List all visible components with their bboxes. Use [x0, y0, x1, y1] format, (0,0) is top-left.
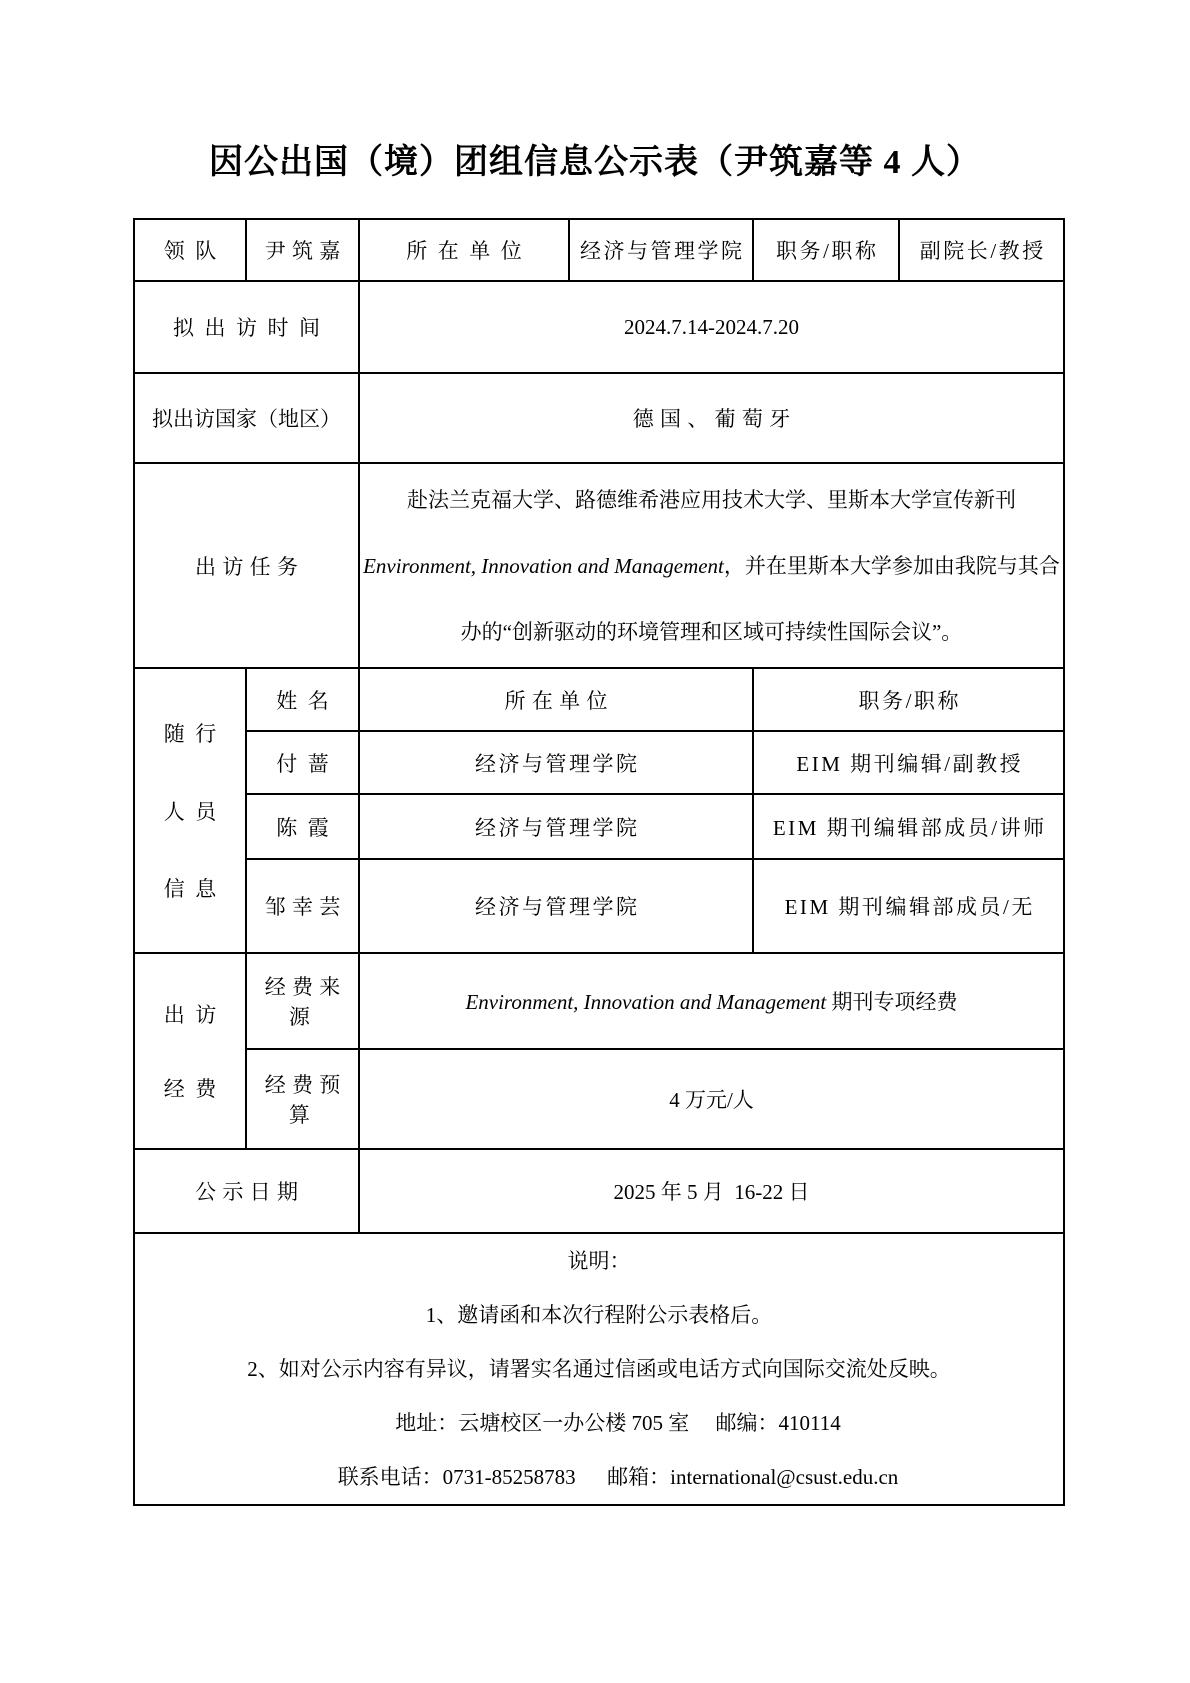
member-position: EIM 期刊编辑部成员/无 — [753, 859, 1064, 953]
member-position: EIM 期刊编辑部成员/讲师 — [753, 794, 1064, 859]
escort-section-label — [134, 668, 246, 953]
publicity-date-value: 2025 年 5 月 16-22 日 — [359, 1149, 1064, 1233]
funding-source-label: 经费来源 — [246, 953, 359, 1049]
funding-budget-row — [134, 1049, 1064, 1149]
notes-address-line: 地址：云塘校区一办公楼 705 室 邮编：410114 — [395, 1411, 841, 1435]
time-row — [134, 281, 1064, 373]
funding-label-stack — [135, 955, 245, 1147]
page-title: 因公出国（境）团组信息公示表（尹筑嘉等 4 人） — [209, 144, 981, 181]
country-value: 德国、葡萄牙 — [359, 373, 1064, 463]
leader-row — [134, 219, 1064, 281]
escort-member-row — [134, 731, 1064, 794]
notes-heading: 说明： — [567, 1249, 631, 1273]
leader-unit-value: 经济与管理学院 — [569, 219, 753, 281]
member-unit: 经济与管理学院 — [359, 731, 753, 794]
funding-source-value — [359, 953, 1064, 1049]
escort-label-stack — [135, 670, 245, 951]
escort-label-line: 信息 — [163, 877, 227, 902]
mission-label: 出访任务 — [134, 463, 359, 668]
member-position: EIM 期刊编辑/副教授 — [753, 731, 1064, 794]
mission-journal-title: Environment, Innovation and Management — [363, 553, 724, 578]
funding-budget-label: 经费预算 — [246, 1049, 359, 1149]
mission-row — [134, 463, 1064, 668]
mission-text-after: ，并在里斯本大学参加由我院与其合办的“创新驱动的环境管理和区域可持续性国际会议”。 — [460, 553, 1060, 644]
notes-item-1: 1、邀请函和本次行程附公示表格后。 — [425, 1303, 773, 1327]
leader-position-value: 副院长/教授 — [899, 219, 1064, 281]
escort-label-line: 人员 — [163, 799, 227, 824]
funding-source-rest: 期刊专项经费 — [826, 990, 958, 1014]
member-unit: 经济与管理学院 — [359, 859, 753, 953]
publicity-date-label: 公示日期 — [134, 1149, 359, 1233]
member-name: 陈霞 — [246, 794, 359, 859]
member-name: 邹幸芸 — [246, 859, 359, 953]
funding-source-row — [134, 953, 1064, 1049]
leader-name: 尹筑嘉 — [246, 219, 359, 281]
time-value: 2024.7.14-2024.7.20 — [359, 281, 1064, 373]
trip-info-table — [133, 218, 1065, 1506]
funding-journal-title: Environment, Innovation and Management — [465, 990, 827, 1014]
leader-label: 领队 — [134, 219, 246, 281]
escort-header-name: 姓名 — [246, 668, 359, 731]
country-label: 拟出访国家（地区） — [134, 373, 359, 463]
escort-header-row — [134, 668, 1064, 731]
notes-row — [134, 1233, 1064, 1505]
leader-unit-label: 所在单位 — [359, 219, 569, 281]
funding-label-line: 经费 — [163, 1077, 227, 1101]
member-unit: 经济与管理学院 — [359, 794, 753, 859]
mission-text-before: 赴法兰克福大学、路德维希港应用技术大学、里斯本大学宣传新刊 — [407, 487, 1016, 512]
notes-contact-line: 联系电话：0731-85258783 邮箱：international@csust.edu.cn — [337, 1465, 899, 1489]
escort-label-line: 随行 — [163, 721, 227, 746]
country-row — [134, 373, 1064, 463]
escort-header-position: 职务/职称 — [753, 668, 1064, 731]
notes-item-2: 2、如对公示内容有异议，请署实名通过信函或电话方式向国际交流处反映。 — [247, 1357, 951, 1381]
escort-header-unit: 所在单位 — [359, 668, 753, 731]
funding-section-label — [134, 953, 246, 1149]
time-label: 拟出访时间 — [134, 281, 359, 373]
funding-budget-value: 4 万元/人 — [359, 1049, 1064, 1149]
mission-text — [359, 463, 1064, 668]
member-name: 付蔷 — [246, 731, 359, 794]
leader-position-label: 职务/职称 — [753, 219, 899, 281]
funding-label-line: 出访 — [163, 1003, 227, 1027]
escort-member-row — [134, 794, 1064, 859]
publicity-date-row — [134, 1149, 1064, 1233]
escort-member-row — [134, 859, 1064, 953]
notes-cell — [134, 1233, 1064, 1505]
